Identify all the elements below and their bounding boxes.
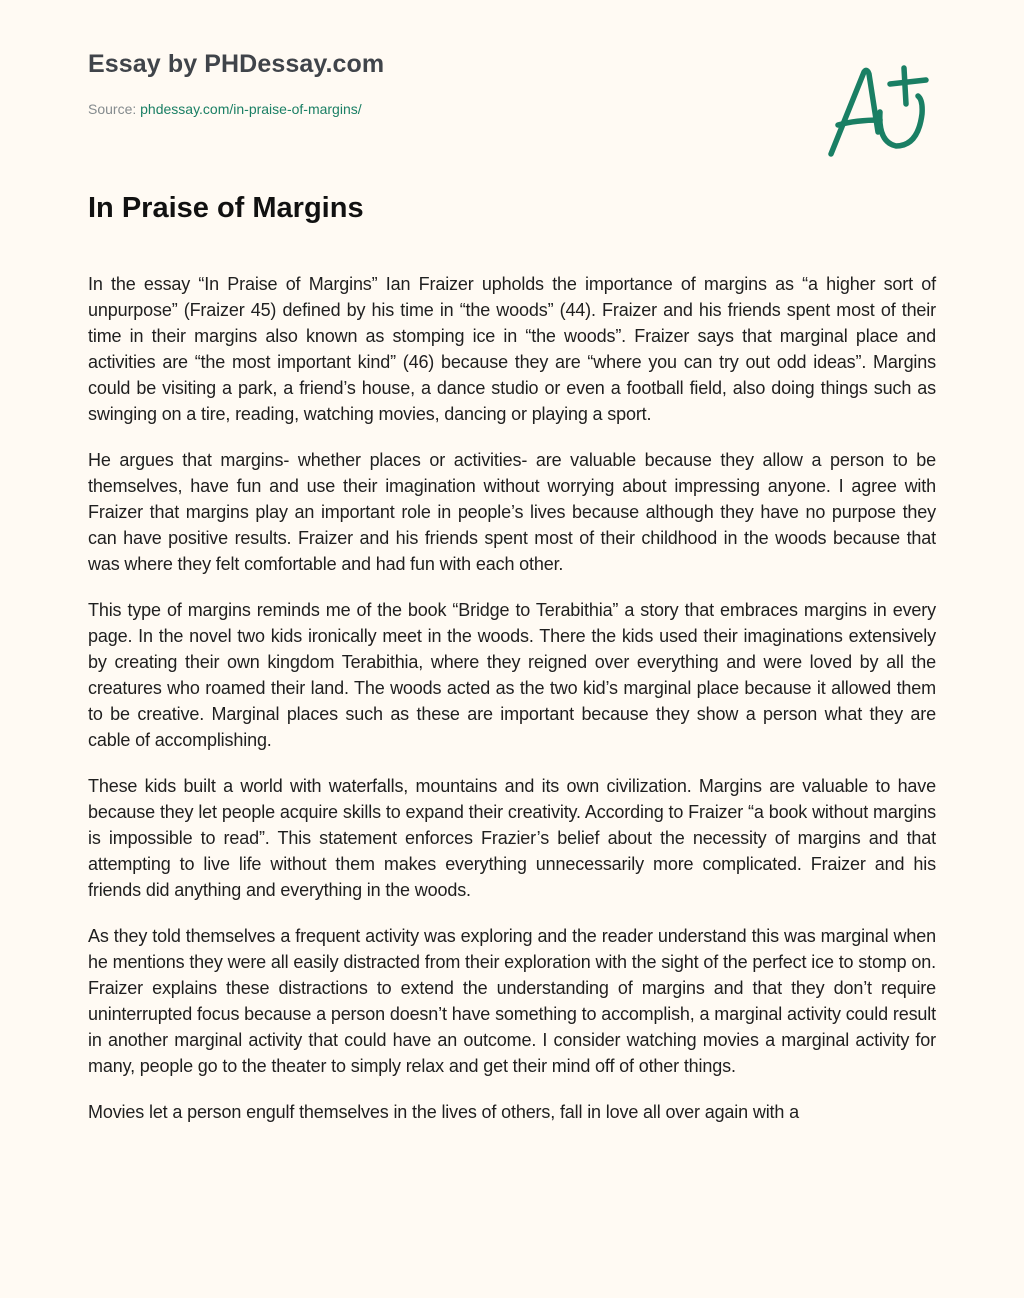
essay-paragraph: In the essay “In Praise of Margins” Ian Fraizer upholds the importance of margins as “a higher sort of unpurpose” (Fraizer 45) defined by his time in “the woods” (44). Fraizer and his friends spent most of their time in their margins also known as stomping ice in “the woods”. Fraizer says that marginal place and activities are “the most important kind” (46) because they are “where you can try out odd ideas”. Margins could be visiting a park, a friend’s house, a dance studio or even a football field, also doing things such as swinging on a tire, reading, watching movies, dancing or playing a sport. [88, 274, 936, 424]
essay-paragraph: As they told themselves a frequent activity was exploring and the reader understand this was marginal when he mentions they were all easily distracted from their exploration with the sight of the perfect ice to stomp on. Fraizer explains these distractions to extend the understanding of margins and that they don’t require uninterrupted focus because a person doesn’t have something to accomplish, a marginal activity could result in another marginal activity that could have an outcome. I consider watching movies a marginal activity for many, people go to the theater to simply relax and get their mind off of other things. [88, 926, 936, 1076]
essay-title: In Praise of Margins [88, 192, 364, 224]
source-link[interactable]: phdessay.com/in-praise-of-margins/ [140, 101, 362, 117]
essay-body [88, 271, 936, 1145]
source-label: Source: [88, 101, 141, 117]
brand-title: Essay by PHDessay.com [88, 50, 385, 78]
a-plus-grade-icon [826, 62, 930, 162]
source-line [88, 101, 362, 117]
essay-paragraph: This type of margins reminds me of the book “Bridge to Terabithia” a story that embraces margins in every page. In the novel two kids ironically meet in the woods. There the kids used their imaginations extensively by creating their own kingdom Terabithia, where they reigned over everything and were loved by all the creatures who roamed their land. The woods acted as the two kid’s marginal place because it allowed them to be creative. Marginal places such as these are important because they show a person what they are cable of accomplishing. [88, 600, 936, 750]
essay-paragraph: These kids built a world with waterfalls, mountains and its own civilization. Margins are valuable to have because they let people acquire skills to expand their creativity. According to Fraizer “a book without margins is impossible to read”. This statement enforces Frazier’s belief about the necessity of margins and that attempting to live life without them makes everything unnecessarily more complicated. Fraizer and his friends did anything and everything in the woods. [88, 776, 936, 900]
essay-paragraph: Movies let a person engulf themselves in the lives of others, fall in love all over again with a [88, 1102, 799, 1122]
essay-paragraph: He argues that margins- whether places or activities- are valuable because they allow a person to be themselves, have fun and use their imagination without worrying about impressing anyone. I agree with Fraizer that margins play an important role in people’s lives because although they have no purpose they can have positive results. Fraizer and his friends spent most of their childhood in the woods because that was where they felt comfortable and had fun with each other. [88, 450, 936, 574]
